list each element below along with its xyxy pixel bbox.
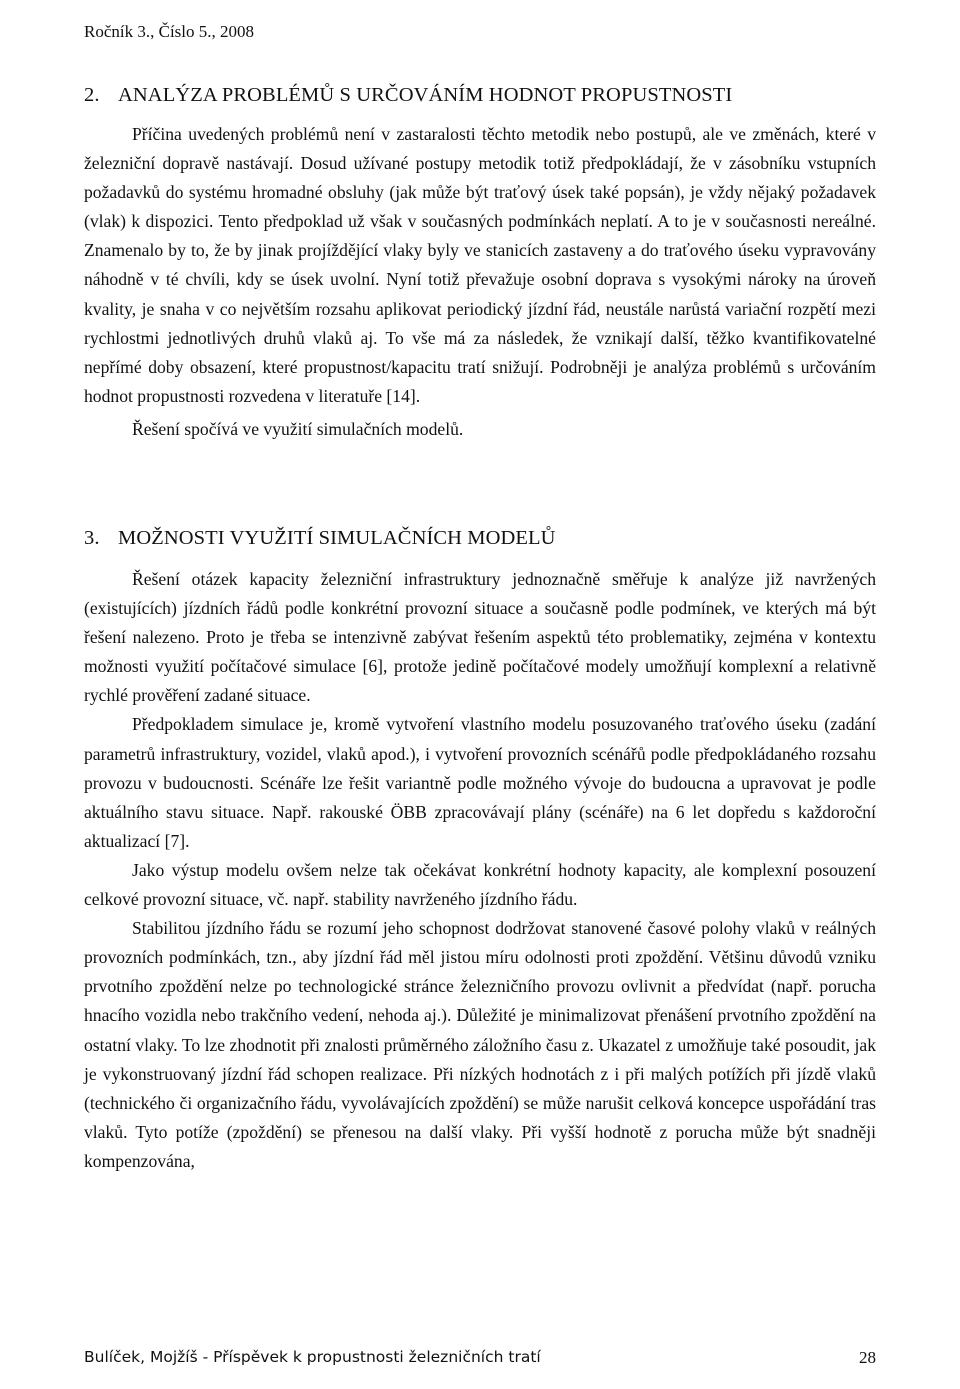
footer-citation: Bulíček, Mojžíš - Příspěvek k propustnosti železničních tratí — [84, 1348, 541, 1366]
section-3-paragraph-2: Předpokladem simulace je, kromě vytvoření vlastního modelu posuzovaného traťového úseku (zadání parametrů infrastruktury, vozidel, vlaků apod.), i vytvoření provozních scénářů podle předpokládaného rozsahu provozu v budoucnosti. Scénáře lze řešit variantně podle možného vývoje do budoucna a upravovat je podle aktuálního stavu situace. Např. rakouské ÖBB zpracovávají plány (scénáře) na 6 let dopředu s každoroční aktualizací [7]. — [84, 714, 876, 851]
section-2-paragraph-1: Příčina uvedených problémů není v zastaralosti těchto metodik nebo postupů, ale ve změnách, které v železniční dopravě nastávají. Dosud užívané postupy metodik totiž předpokládají, že v zásobníku vstupních požadavků do systému hromadné obsluhy (jak může být traťový úsek také popsán), je vždy nějaký požadavek (vlak) k dispozici. Tento předpoklad už však v současných podmínkách neplatí. A to je v současnosti nereálné. Znamenalo by to, že by jinak projíždějící vlaky byly ve stanicích zastaveny a do traťového úseku vypravovány náhodně v té chvíli, kdy se úsek uvolní. Nyní totiž převažuje osobní doprava s vysokými nároky na úroveň kvality, je snaha v co největším rozsahu aplikovat periodický jízdní řád, neustále narůstá variační rozpětí mezi rychlostmi jednotlivých druhů vlaků aj. To vše má za následek, že vznikají další, těžko kvantifikovatelné nepřímé doby obsazení, které propustnost/kapacitu tratí snižují. Podrobněji je analýza problémů s určováním hodnot propustnosti rozvedena v literatuře [14]. — [84, 124, 876, 406]
journal-issue-header: Ročník 3., Číslo 5., 2008 — [84, 22, 255, 41]
section-2-paragraph-2: Řešení spočívá ve využití simulačních modelů. — [132, 418, 464, 439]
page-footer — [84, 1348, 876, 1368]
section-3-paragraph-1: Řešení otázek kapacity železniční infrastruktury jednoznačně směřuje k analýze již navržených (existujících) jízdních řádů podle konkrétní provozní situace a současně podle podmínek, ve kterých má být řešení nalezeno. Proto je třeba se intenzivně zabývat řešením aspektů této problematiky, zejména v kontextu možnosti využití počítačové simulace [6], protože jedině počítačové modely umožňují komplexní a relativně rychlé prověření zadané situace. — [84, 569, 876, 706]
section-2-title: ANALÝZA PROBLÉMŮ S URČOVÁNÍM HODNOT PROPUSTNOSTI — [118, 84, 733, 106]
section-3-paragraph-3: Jako výstup modelu ovšem nelze tak očekávat konkrétní hodnoty kapacity, ale komplexní posouzení celkové provozní situace, vč. např. stability navrženého jízdního řádu. — [84, 859, 876, 910]
section-2-number: 2. — [84, 84, 100, 106]
section-3-body — [84, 565, 876, 1176]
section-3-number: 3. — [84, 527, 100, 549]
section-3-heading — [84, 527, 556, 550]
section-2-body — [84, 120, 876, 444]
page-number: 28 — [859, 1348, 876, 1367]
section-2-heading — [84, 84, 732, 107]
section-3-paragraph-4: Stabilitou jízdního řádu se rozumí jeho schopnost dodržovat stanovené časové polohy vlaků v reálných provozních podmínkách, tzn., aby jízdní řád měl jistou míru odolnosti proti zpoždění. Většinu důvodů vzniku prvotního zpoždění nelze po technologické stránce železničního provozu ovlivnit a předvídat (např. porucha hnacího vozidla nebo trakčního vedení, nehoda aj.). Důležité je minimalizovat přenášení prvotního zpoždění na ostatní vlaky. To lze zhodnotit při znalosti průměrného záložního času z. Ukazatel z umožňuje také posoudit, jak je vykonstruovaný jízdní řád schopen realizace. Při nízkých hodnotách z i při malých potížích při jízdě vlaků (technického či organizačního řádu, vyvolávajících zpoždění) se může narušit celková koncepce uspořádání tras vlaků. Tyto potíže (zpoždění) se přenesou na další vlaky. Při vyšší hodnotě z porucha může být snadněji kompenzována, — [84, 918, 876, 1171]
section-3-title: MOŽNOSTI VYUŽITÍ SIMULAČNÍCH MODELŮ — [118, 527, 556, 549]
